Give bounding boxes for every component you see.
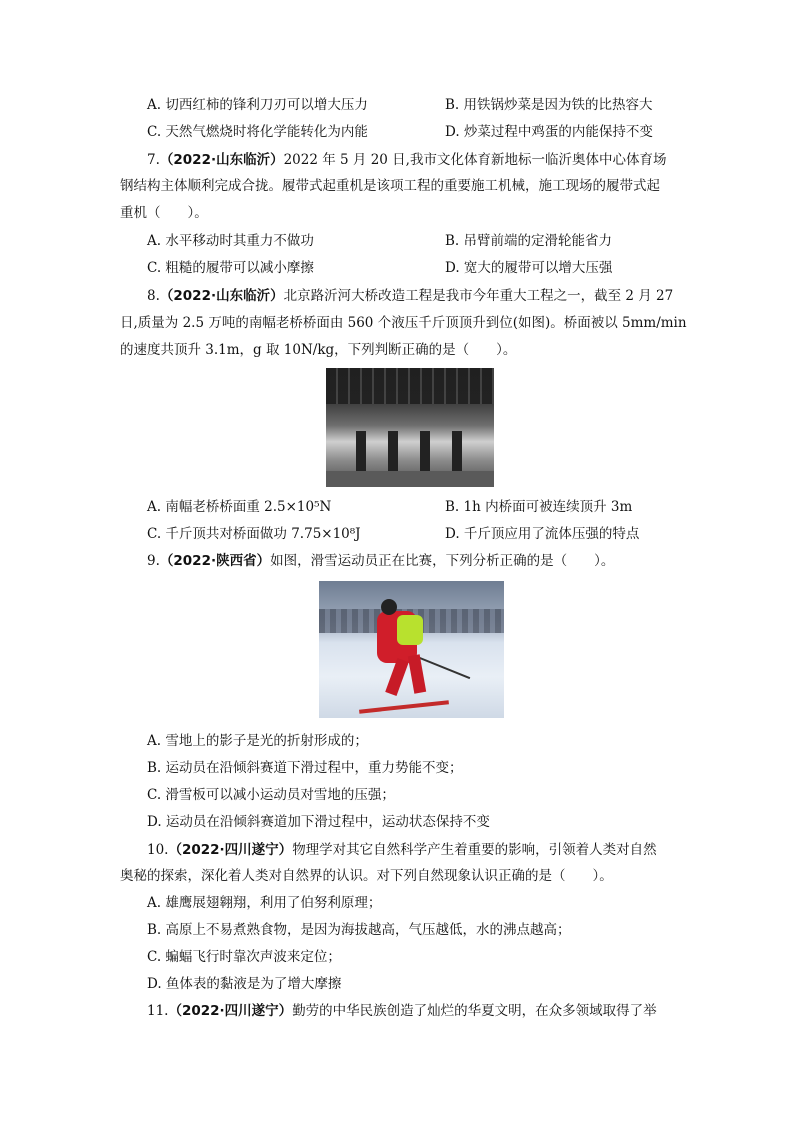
- q6-option-a: A. 切西红柿的锋利刀刃可以增大压力: [147, 97, 368, 113]
- q8-option-c: C. 千斤顶共对桥面做功 7.75×10⁸J: [147, 526, 361, 542]
- q9-text: 如图，滑雪运动员正在比赛，下列分析正确的是（ ）。: [270, 553, 615, 569]
- q7-number: 7.: [147, 152, 160, 168]
- q7-stem-line3: 重机（ ）。: [120, 205, 208, 221]
- q9-option-d: D. 运动员在沿倾斜赛道加下滑过程中，运动状态保持不变: [147, 814, 490, 830]
- q7-option-c: C. 粗糙的履带可以减小摩擦: [147, 260, 314, 276]
- q9-option-b: B. 运动员在沿倾斜赛道下滑过程中，重力势能不变；: [147, 760, 463, 776]
- q10-option-d: D. 鱼体表的黏液是为了增大摩擦: [147, 976, 342, 992]
- q6-option-d: D. 炒菜过程中鸡蛋的内能保持不变: [445, 124, 653, 140]
- q8-number: 8.: [147, 288, 160, 304]
- q9-option-c: C. 滑雪板可以减小运动员对雪地的压强；: [147, 787, 395, 803]
- q8-stem-line3: 的速度共顶升 3.1m，g 取 10N/kg，下列判断正确的是（ ）。: [120, 342, 517, 358]
- q7-option-a: A. 水平移动时其重力不做功: [147, 233, 314, 249]
- q8-text: 北京路沂河大桥改造工程是我市今年重大工程之一，截至 2 月 27: [283, 288, 674, 304]
- skier-helmet: [381, 599, 397, 615]
- q9-number: 9.: [147, 553, 160, 569]
- q7-option-d: D. 宽大的履带可以增大压强: [445, 260, 613, 276]
- q9-source: （2022·陕西省）: [159, 553, 271, 569]
- q10-option-c: C. 蝙蝠飞行时靠次声波来定位；: [147, 949, 341, 965]
- skier-vest: [397, 615, 423, 645]
- bridge-jacking-photo: [326, 368, 494, 487]
- q10-option-a: A. 雄鹰展翅翱翔，利用了伯努利原理；: [147, 895, 382, 911]
- q7-text: 2022 年 5 月 20 日,我市文化体育新地标一临沂奥体中心体育场: [283, 152, 667, 168]
- q11-number: 11.: [147, 1003, 169, 1019]
- q11-text: 勤劳的中华民族创造了灿烂的华夏文明，在众多领域取得了举: [292, 1003, 657, 1019]
- q8-option-d: D. 千斤顶应用了流体压强的特点: [445, 526, 640, 542]
- q11-stem-line1: [147, 1001, 657, 1021]
- q8-stem-line2: 日,质量为 2.5 万吨的南幅老桥桥面由 560 个液压千斤顶顶升到位(如图)。桥面被以 5mm/min: [120, 315, 687, 331]
- q6-option-b: B. 用铁锅炒菜是因为铁的比热容大: [445, 97, 653, 113]
- q8-stem-line1: [147, 286, 673, 306]
- q10-number: 10.: [147, 842, 169, 858]
- ski-board: [359, 700, 449, 713]
- q7-option-b: B. 吊臂前端的定滑轮能省力: [445, 233, 613, 249]
- q10-source: （2022·四川遂宁）: [168, 842, 293, 858]
- q9-option-a: A. 雪地上的影子是光的折射形成的；: [147, 733, 368, 749]
- q10-stem-line1: [147, 840, 657, 860]
- q6-option-c: C. 天然气燃烧时将化学能转化为内能: [147, 124, 368, 140]
- q10-text: 物理学对其它自然科学产生着重要的影响，引领着人类对自然: [292, 842, 657, 858]
- q10-option-b: B. 高原上不易煮熟食物，是因为海拔越高，气压越低，水的沸点越高；: [147, 922, 571, 938]
- skier-leg: [385, 658, 409, 696]
- q8-option-b: B. 1h 内桥面可被连续顶升 3m: [445, 499, 633, 515]
- skier-photo: [319, 581, 504, 718]
- bridge-deck: [326, 368, 494, 404]
- bridge-ground: [326, 471, 494, 487]
- q7-stem-line2: 钢结构主体顺利完成合拢。履带式起重机是该项工程的重要施工机械，施工现场的履带式起: [120, 178, 660, 194]
- q8-source: （2022·山东临沂）: [159, 288, 284, 304]
- q9-stem-line1: [147, 551, 614, 571]
- q11-source: （2022·四川遂宁）: [168, 1003, 293, 1019]
- q7-source: （2022·山东临沂）: [159, 152, 284, 168]
- q8-option-a: A. 南幅老桥桥面重 2.5×10⁵N: [147, 499, 332, 515]
- q7-stem-line1: [147, 150, 666, 170]
- q10-stem-line2: 奥秘的探索，深化着人类对自然界的认识。对下列自然现象认识正确的是（ ）。: [120, 868, 613, 884]
